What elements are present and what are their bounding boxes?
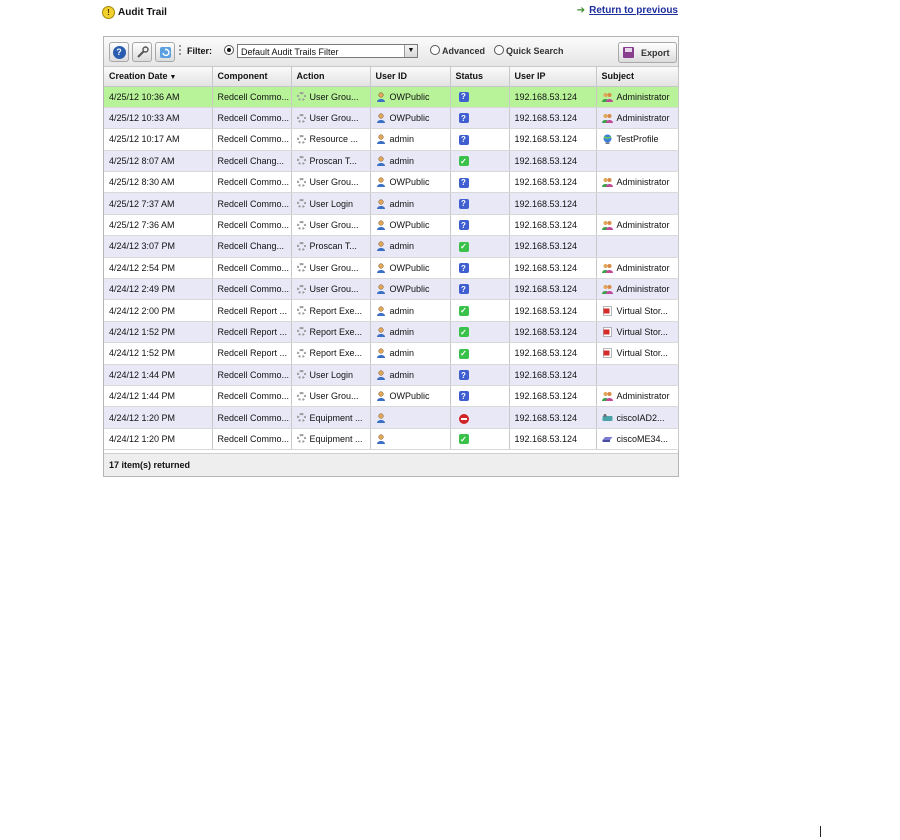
cell-creation-date: 4/24/12 1:44 PM [104,364,212,385]
cell-subject [596,257,678,278]
cell-subject [596,172,678,193]
action-label: Equipment ... [309,433,363,444]
user-icon [376,199,386,209]
column-header-user-ip[interactable]: User IP [509,67,596,86]
check-status-icon: ✓ [460,349,467,359]
cell-user-ip: 192.168.53.124 [509,343,596,364]
table-row[interactable] [104,150,678,171]
cell-user-id [370,279,450,300]
cell-user-ip: 192.168.53.124 [509,150,596,171]
cell-component: Redcell Report ... [212,300,291,321]
table-row[interactable] [104,193,678,214]
export-label: Export [641,47,670,58]
table-row[interactable] [104,107,678,128]
cell-component: Redcell Commo... [212,193,291,214]
cell-creation-date: 4/24/12 1:20 PM [104,428,212,449]
action-label: User Grou... [309,391,359,402]
action-label: Proscan T... [309,155,357,166]
gear-icon [297,370,306,379]
cell-action [291,172,370,193]
subject-label: Administrator [616,262,670,273]
column-header-status[interactable]: Status [450,67,509,86]
cell-creation-date: 4/25/12 8:07 AM [104,150,212,171]
info-status-icon: ? [459,263,469,273]
cell-subject [596,193,678,214]
cell-component: Redcell Commo... [212,129,291,150]
cell-subject [596,321,678,342]
cell-creation-date: 4/24/12 2:00 PM [104,300,212,321]
cell-action [291,407,370,428]
cell-subject [596,129,678,150]
audit-trail-panel [103,36,679,477]
gear-icon [297,285,306,294]
gear-icon [297,135,306,144]
cell-component: Redcell Commo... [212,364,291,385]
cell-subject [596,385,678,406]
table-row[interactable] [104,236,678,257]
cell-user-id [370,236,450,257]
user-id-label: OWPublic [389,220,430,231]
page-header [102,5,678,21]
cell-user-id [370,86,450,107]
sort-desc-icon[interactable]: ▼ [169,74,177,82]
cell-action [291,364,370,385]
action-label: User Grou... [309,177,359,188]
gear-icon [297,327,306,336]
user-icon [376,370,386,380]
item-count: 17 item(s) returned [109,460,191,470]
gear-icon [297,349,306,358]
action-label: Proscan T... [309,241,357,252]
table-footer [104,453,678,476]
gear-icon [297,92,306,101]
user-id-label: OWPublic [389,113,430,124]
user-id-label: OWPublic [389,91,430,102]
user-id-label: admin [389,305,415,316]
gear-icon [297,199,306,208]
cell-creation-date: 4/25/12 10:17 AM [104,129,212,150]
user-icon [376,434,386,444]
cell-component: Redcell Chang... [212,150,291,171]
cell-component: Redcell Report ... [212,321,291,342]
gear-icon [297,114,306,123]
user-icon [376,263,386,273]
info-status-icon: ? [459,391,469,401]
cell-action [291,150,370,171]
cell-action [291,385,370,406]
info-status-icon: ? [459,284,469,294]
cell-user-id [370,150,450,171]
cell-status [450,193,509,214]
cell-user-id [370,321,450,342]
gear-icon [297,392,306,401]
filter-select-value: Default Audit Trails Filter [241,47,339,57]
cell-creation-date: 4/24/12 1:44 PM [104,385,212,406]
action-label: Report Exe... [309,348,363,359]
cell-status [450,279,509,300]
column-header-action[interactable]: Action [291,67,370,86]
cell-creation-date: 4/25/12 8:30 AM [104,172,212,193]
cell-component: Redcell Commo... [212,214,291,235]
cell-creation-date: 4/25/12 10:33 AM [104,107,212,128]
filter-label: Filter: [187,46,213,56]
cell-action [291,193,370,214]
cell-user-ip: 192.168.53.124 [509,172,596,193]
user-id-label: admin [389,155,415,166]
cell-component: Redcell Commo... [212,257,291,278]
action-label: Report Exe... [309,326,363,337]
cell-creation-date: 4/24/12 1:20 PM [104,407,212,428]
user-id-label: OWPublic [389,284,430,295]
check-status-icon: ✓ [460,242,467,252]
audit-table [104,67,679,450]
cell-user-ip: 192.168.53.124 [509,236,596,257]
cell-status [450,107,509,128]
user-icon [376,327,386,337]
cell-user-id [370,129,450,150]
quick-search-label[interactable]: Quick Search [506,46,564,56]
cell-user-id [370,193,450,214]
cell-action [291,86,370,107]
cell-creation-date: 4/24/12 2:54 PM [104,257,212,278]
cell-subject [596,428,678,449]
pdf-icon [602,348,613,358]
action-label: User Grou... [309,220,359,231]
cell-status [450,257,509,278]
gear-icon [297,434,306,443]
switch-icon [602,434,613,444]
action-label: User Grou... [309,262,359,273]
check-status-icon: ✓ [460,434,467,444]
cell-user-ip: 192.168.53.124 [509,321,596,342]
cell-user-ip: 192.168.53.124 [509,300,596,321]
floppy-disk-icon [623,47,634,58]
cell-user-ip: 192.168.53.124 [509,193,596,214]
column-header-user-id[interactable]: User ID [370,67,450,86]
cell-subject [596,364,678,385]
user-icon [376,156,386,166]
action-label: Equipment ... [309,412,363,423]
cell-user-ip: 192.168.53.124 [509,279,596,300]
info-status-icon: ? [459,113,469,123]
user-icon [376,134,386,144]
cell-user-ip: 192.168.53.124 [509,407,596,428]
filter-select[interactable] [237,44,418,58]
action-label: Report Exe... [309,305,363,316]
column-header-subject[interactable]: Subject [596,67,678,86]
cell-component: Redcell Commo... [212,172,291,193]
cell-user-id [370,257,450,278]
subject-label: Administrator [616,177,670,188]
cell-action [291,214,370,235]
cell-subject [596,214,678,235]
cell-status [450,385,509,406]
gear-icon [297,221,306,230]
cell-user-id [370,300,450,321]
gear-icon [297,263,306,272]
cell-status [450,172,509,193]
action-label: User Grou... [309,113,359,124]
cell-user-ip: 192.168.53.124 [509,214,596,235]
cell-subject [596,150,678,171]
info-status-icon: ? [459,220,469,230]
chevron-down-icon[interactable]: ▼ [404,45,417,57]
user-id-label: admin [389,134,415,145]
cell-user-ip: 192.168.53.124 [509,129,596,150]
cell-action [291,300,370,321]
table-row[interactable] [104,407,678,428]
cell-component: Redcell Commo... [212,279,291,300]
group-icon [602,92,613,102]
user-icon [376,348,386,358]
table-row[interactable] [104,172,678,193]
user-id-label: OWPublic [389,391,430,402]
user-icon [376,113,386,123]
pdf-icon [602,327,613,337]
pdf-icon [602,306,613,316]
toolbar [104,37,678,67]
check-status-icon: ✓ [460,327,467,337]
export-button[interactable] [618,42,677,63]
page-marker [820,826,821,837]
cell-subject [596,343,678,364]
router-icon [602,413,613,423]
cell-subject [596,236,678,257]
toolbar-separator [179,45,181,57]
gear-icon [297,156,306,165]
cell-subject [596,86,678,107]
user-id-label: admin [389,241,415,252]
cell-user-ip: 192.168.53.124 [509,86,596,107]
check-status-icon: ✓ [460,156,467,166]
cell-creation-date: 4/25/12 7:37 AM [104,193,212,214]
cell-action [291,257,370,278]
subject-label: TestProfile [616,134,659,145]
table-row[interactable] [104,300,678,321]
gear-icon [297,306,306,315]
return-wrap[interactable] [577,5,678,16]
gear-icon [297,413,306,422]
user-id-label: admin [389,369,415,380]
user-id-label: admin [389,198,415,209]
user-icon [376,306,386,316]
cell-user-ip: 192.168.53.124 [509,364,596,385]
cell-subject [596,300,678,321]
info-status-icon: ? [459,199,469,209]
cell-action [291,279,370,300]
advanced-radio[interactable] [430,45,440,55]
help-icon: ? [113,46,126,59]
cell-component: Redcell Commo... [212,407,291,428]
subject-label: Administrator [616,391,670,402]
user-icon [376,220,386,230]
table-row[interactable] [104,385,678,406]
cell-user-id [370,385,450,406]
subject-label: Virtual Stor... [616,305,668,316]
user-id-label: OWPublic [389,177,430,188]
subject-label: Virtual Stor... [616,348,668,359]
user-icon [376,177,386,187]
cell-user-id [370,364,450,385]
subject-label: Administrator [616,91,670,102]
user-icon [376,413,386,423]
return-to-previous-link[interactable]: Return to previous [589,5,678,16]
cell-user-id [370,214,450,235]
help-button[interactable] [109,42,129,62]
user-id-label: admin [389,326,415,337]
cell-creation-date: 4/25/12 10:36 AM [104,86,212,107]
quick-search-radio[interactable] [494,45,504,55]
cell-user-ip: 192.168.53.124 [509,257,596,278]
subject-label: Virtual Stor... [616,326,668,337]
cell-status [450,343,509,364]
cell-status [450,428,509,449]
info-status-icon: ? [459,370,469,380]
refresh-icon [159,46,172,59]
cell-user-id [370,107,450,128]
cell-user-id [370,343,450,364]
globe-icon [602,134,613,144]
subject-label: Administrator [616,113,670,124]
gear-icon [297,242,306,251]
page-title: Audit Trail [118,7,167,18]
table-row[interactable] [104,364,678,385]
cell-component: Redcell Commo... [212,385,291,406]
subject-label: ciscoME34... [616,433,669,444]
cell-component: Redcell Chang... [212,236,291,257]
info-status-icon: ? [459,92,469,102]
cell-action [291,428,370,449]
subject-label: Administrator [616,284,670,295]
title-wrap [102,6,167,19]
cell-status [450,407,509,428]
table-row[interactable] [104,86,678,107]
user-icon [376,284,386,294]
subject-label: ciscoIAD2... [616,412,665,423]
group-icon [602,177,613,187]
filter-radio[interactable] [224,45,234,55]
cell-action [291,343,370,364]
cell-creation-date: 4/25/12 7:36 AM [104,214,212,235]
cell-user-id [370,407,450,428]
cell-creation-date: 4/24/12 1:52 PM [104,343,212,364]
cell-status [450,86,509,107]
column-header-component[interactable]: Component [212,67,291,86]
cell-user-id [370,428,450,449]
table-row[interactable] [104,214,678,235]
cell-subject [596,407,678,428]
user-id-label: admin [389,348,415,359]
cell-component: Redcell Commo... [212,86,291,107]
cell-user-ip: 192.168.53.124 [509,428,596,449]
cell-status [450,321,509,342]
group-icon [602,263,613,273]
action-label: User Grou... [309,91,359,102]
cell-action [291,129,370,150]
action-label: Resource ... [309,134,359,145]
cell-user-ip: 192.168.53.124 [509,107,596,128]
cell-status [450,364,509,385]
cell-creation-date: 4/24/12 2:49 PM [104,279,212,300]
group-icon [602,284,613,294]
action-label: User Login [309,198,354,209]
cell-user-id [370,172,450,193]
action-label: User Login [309,369,354,380]
cell-creation-date: 4/24/12 1:52 PM [104,321,212,342]
user-icon [376,241,386,251]
gear-icon [297,178,306,187]
back-arrow-icon[interactable]: ➔ [576,5,586,16]
cell-status [450,214,509,235]
cell-component: Redcell Commo... [212,107,291,128]
cell-component: Redcell Commo... [212,428,291,449]
cell-subject [596,279,678,300]
cell-status [450,150,509,171]
refresh-button[interactable] [155,42,175,62]
cell-status [450,300,509,321]
user-id-label: OWPublic [389,262,430,273]
table-row[interactable] [104,428,678,449]
cell-creation-date: 4/24/12 3:07 PM [104,236,212,257]
info-status-icon: ? [459,135,469,145]
info-status-icon: ? [459,178,469,188]
user-icon [376,92,386,102]
cell-user-ip: 192.168.53.124 [509,385,596,406]
cell-action [291,321,370,342]
subject-label: Administrator [616,220,670,231]
group-icon [602,391,613,401]
table-row[interactable] [104,321,678,342]
column-header-creation-date[interactable]: Creation Date ▼ [104,67,212,86]
warning-badge-icon: ! [102,6,115,19]
cell-status [450,129,509,150]
advanced-label[interactable]: Advanced [442,46,486,56]
cell-action [291,236,370,257]
table-row[interactable] [104,129,678,150]
table-row[interactable] [104,343,678,364]
group-icon [602,220,613,230]
cell-component: Redcell Report ... [212,343,291,364]
error-status-icon [459,414,469,424]
table-row[interactable] [104,279,678,300]
wrench-icon [136,46,149,59]
action-label: User Grou... [309,284,359,295]
user-icon [376,391,386,401]
cell-action [291,107,370,128]
check-status-icon: ✓ [460,306,467,316]
settings-button[interactable] [132,42,152,62]
cell-subject [596,107,678,128]
table-row[interactable] [104,257,678,278]
table-header-row [104,67,678,86]
group-icon [602,113,613,123]
cell-status [450,236,509,257]
